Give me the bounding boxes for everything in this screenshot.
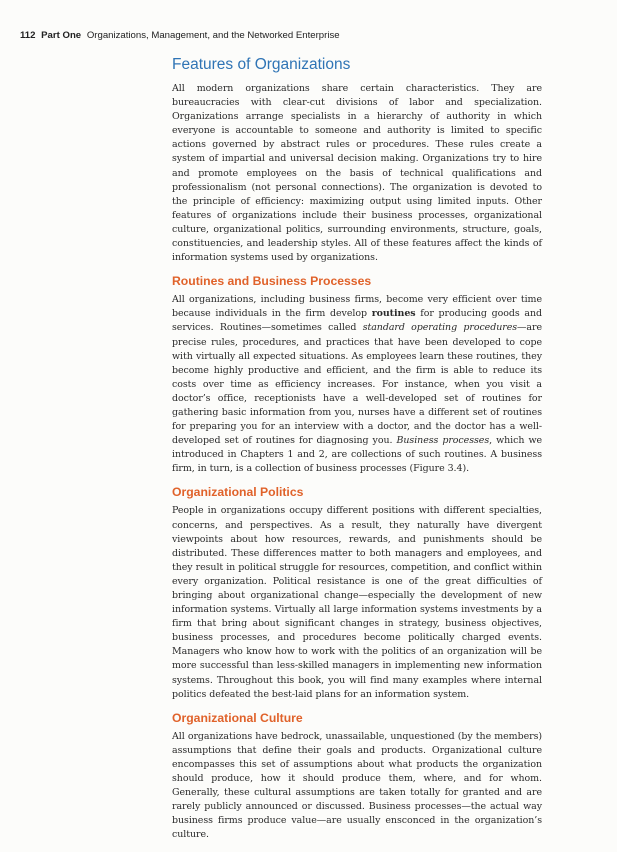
running-head (20, 30, 340, 41)
culture-paragraph: All organizations have bedrock, unassailable, unquestioned (by the members) assumptions that define their goals and products. Organizational culture encompasses this set of assumptions about what products the organization should produce, how it should produce them, where, and for whom. Generally, these cultural assumptions are taken totally for granted and are rarely publicly announced or discussed. Business processes—the actual way business firms produce value—are usually ensconced in the organization’s culture. (172, 730, 542, 841)
term-business-processes: Business processes (396, 435, 490, 447)
routines-paragraph: All organizations, including business firms, become very efficient over time because individuals in the firm develop routines for producing goods and services. Routines—sometimes called standard operating procedures—are precise rules, procedures, and practices that have been developed to cope with virtually all expected situations. As employees learn these routines, they become highly productive and efficient, and the firm is able to reduce its costs over time as efficiency increases. For instance, when you visit a doctor’s office, receptionists have a well-developed set of routines for gathering basic information from you, nurses have a different set of routines for preparing you for an interview with a doctor, and the doctor has a well-developed set of routines for diagnosing you. Business processes, which we introduced in Chapters 1 and 2, are collections of such routines. A business firm, in turn, is a collection of business processes (Figure 3.4). (172, 294, 543, 475)
part-label: Part One (41, 30, 82, 41)
main-content (172, 56, 542, 852)
intro-paragraph: All modern organizations share certain characteristics. They are bureaucracies with clear-cut divisions of labor and specialization. Organizations arrange specialists in a hierarchy of authority in which everyone is accountable to someone and authority is limited to specific actions governed by abstract rules or procedures. These rules create a system of impartial and universal decision making. Organizations try to hire and promote employees on the basis of technical qualifications and professionalism (not personal connections). The organization is devoted to the principle of efficiency: maximizing output using limited inputs. Other features of organizations include their business processes, organizational culture, organizational politics, surrounding environments, structure, goals, constituencies, and leadership styles. All of these features affect the kinds of information systems used by organizations. (172, 83, 542, 264)
subsection-title-routines: Routines and Business Processes (172, 274, 372, 289)
politics-paragraph: People in organizations occupy different positions with different specialties, concerns, and perspectives. As a result, they naturally have divergent viewpoints about how resources, rewards, and punishments should be distributed. These differences matter to both managers and employees, and they result in political struggle for resources, competition, and conflict within every organization. Political resistance is one of the great difficulties of bringing about organizational change—especially the development of new information systems. Virtually all large information systems investments by a firm that bring about significant changes in strategy, business objectives, business processes, and procedures become politically charged events. Managers who know how to work with the politics of an organization will be more successful than less-skilled managers in implementing new information systems. Throughout this book, you will find many examples where internal politics defeated the best-laid plans for an information system. (172, 505, 542, 700)
term-sop: standard operating procedures (362, 322, 518, 334)
subsection-title-politics: Organizational Politics (172, 485, 304, 500)
part-title: Organizations, Management, and the Networked Enterprise (86, 30, 340, 41)
subsection-title-culture: Organizational Culture (172, 710, 303, 725)
page-number: 112 (20, 30, 36, 41)
section-title: Features of Organizations (172, 56, 351, 73)
term-routines: routines (371, 308, 416, 320)
